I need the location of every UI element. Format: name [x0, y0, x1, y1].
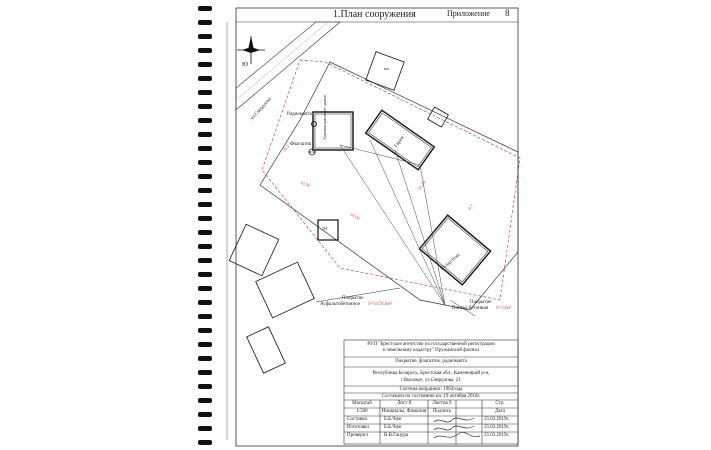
page-title: 1.План сооружения — [333, 9, 416, 20]
tb-h-sheet: Лист 8 — [396, 401, 412, 406]
tb-h-date: Дата — [495, 409, 505, 414]
tb-h-initials: Инициалы, Фамилия — [381, 409, 427, 414]
callout-asphalt-value: S=1478.0м² — [368, 302, 393, 307]
tb-org-line1: РУП "Брестское агентство по государственной регистрации — [367, 342, 495, 347]
label-admin-building: Административное здание — [322, 94, 327, 140]
tb-state-date: Составлен по состоянию на: 19 октября 2018г. — [381, 394, 481, 399]
tb-object: Покрытие, флагшток, радиомачта — [395, 359, 467, 364]
tb-scale-value: 1:500 — [356, 409, 368, 414]
tb-row-role: Составил — [347, 417, 368, 422]
tb-row-date: 25.03.2019г. — [484, 433, 510, 438]
north-arrow-icon — [237, 36, 265, 64]
tb-row-role: Проверил — [347, 433, 368, 438]
admin-building — [313, 112, 353, 150]
tb-row-name: Б.Б.Чиж — [384, 425, 402, 430]
label-radiomachta: Радиомачта — [287, 112, 312, 117]
label-flagshtok: Флагшток — [290, 142, 312, 147]
svg-text:25.1: 25.1 — [281, 143, 291, 153]
appendix-label: Приложение — [447, 9, 490, 18]
label-house: кж — [384, 66, 389, 71]
svg-text:14.02: 14.02 — [349, 211, 361, 221]
tb-address-line1: Республика Беларусь, Брестская обл., Каменецкий р-н, — [372, 371, 490, 376]
street-label: ул.Свердлова — [250, 96, 273, 122]
tb-row-date: 25.03.2019г. — [484, 417, 510, 422]
label-warehouse: Склад-бокс — [440, 252, 462, 272]
callout-asphalt-title: Покрытие — [342, 296, 364, 301]
tb-row-role: Изготовил — [347, 425, 370, 430]
appendix-number: 8 — [505, 8, 510, 18]
tb-coord-system: Система координат: 1963года — [399, 387, 463, 392]
tb-h-page: Стр. — [495, 401, 505, 406]
tb-org-line2: и земельному кадастру" Пружанский филиал — [382, 348, 480, 353]
callout-tile-title: Покрытие — [470, 300, 492, 305]
tb-h-signature: Подпись — [432, 409, 452, 414]
tb-h-scale: Масштаб — [352, 401, 372, 406]
callout-tile: Плитка бетонная — [452, 306, 488, 311]
signature-icon — [430, 414, 484, 444]
svg-text:6.7: 6.7 — [466, 203, 475, 211]
tb-row-name: Б.Б.Чиж — [384, 417, 402, 422]
warehouse-building — [419, 215, 490, 285]
svg-text:21.24: 21.24 — [416, 179, 427, 191]
compass-south: Ю — [242, 62, 249, 68]
tb-row-date: 25.03.2019г. — [484, 425, 510, 430]
mast-marker — [312, 122, 317, 127]
label-garage: Гараж — [394, 135, 406, 149]
label-n1: 1Н — [322, 226, 327, 231]
callout-tile-value: S=12м² — [496, 306, 512, 311]
tb-address-line2: г.Высокое, ул.Свердлова, 21 — [401, 378, 461, 383]
svg-text:12.34: 12.34 — [299, 179, 311, 189]
tb-row-name: В.В.Гацура — [384, 433, 409, 438]
header-row — [237, 8, 519, 22]
callout-asphalt: Асфальтобетонное — [320, 302, 360, 307]
tb-h-sheets: Листов 9 — [432, 401, 452, 406]
